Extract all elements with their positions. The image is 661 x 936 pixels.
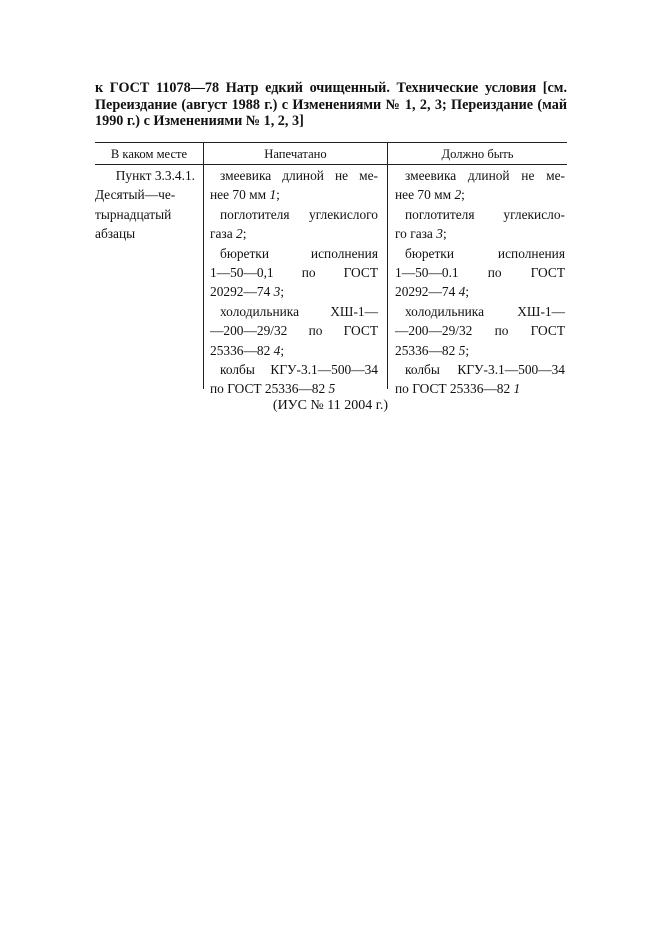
correct-line: 20292—74 4;	[395, 284, 470, 300]
printed-line: —200—29/32 по ГОСТ	[210, 323, 378, 339]
change-number: 3	[436, 226, 443, 242]
correct-line: 1—50—0.1 по ГОСТ	[395, 265, 565, 281]
printed-line: 1—50—0,1 по ГОСТ	[210, 265, 378, 281]
change-number: 5	[328, 381, 336, 397]
where-line: абзацы	[95, 226, 136, 242]
change-number: 4	[273, 342, 281, 358]
where-line: тырнадцатый	[95, 206, 172, 222]
correct-line: колбы КГУ-3.1—500—34	[405, 362, 565, 378]
correct-line	[395, 379, 565, 398]
printed-line: нее 70 мм 1;	[210, 187, 280, 203]
printed-line: 25336—82 4;	[210, 342, 285, 358]
correct-line: холодильника ХШ-1—	[405, 303, 565, 319]
correct-line: —200—29/32 по ГОСТ	[395, 323, 565, 339]
text: 20292—74	[395, 284, 456, 300]
printed-line: поглотителя углекислого	[220, 206, 378, 222]
where-cell	[95, 166, 197, 244]
column-divider	[203, 143, 204, 389]
correct-line: го газа 3;	[395, 226, 447, 242]
source-note: (ИУС № 11 2004 г.)	[272, 398, 389, 413]
text: 25336—82	[395, 342, 456, 358]
printed-line: бюретки исполнения	[220, 245, 378, 261]
correct-line: змеевика длиной не ме-	[405, 168, 565, 183]
amendment-table	[95, 142, 567, 397]
change-number: 4	[458, 284, 466, 300]
change-number: 1	[513, 381, 521, 397]
where-line: Десятый—че-	[95, 187, 176, 203]
correct-line: нее 70 мм 2;	[395, 187, 465, 203]
printed-line: газа 2;	[210, 226, 247, 242]
change-number: 2	[454, 187, 462, 203]
change-number: 1	[269, 187, 277, 203]
printed-cell	[210, 166, 378, 399]
document-title: к ГОСТ 11078—78 Натр едкий очищенный. Технические условия [см. Переиздание (август 1988 г.) с Изменениями № 1, 2, 3; Переиздание (май 1990 г.) с Изменениями № 1, 2, 3]	[95, 80, 567, 129]
text: газа	[210, 226, 233, 242]
header-printed: Напечатано	[264, 147, 327, 161]
change-number: 5	[458, 342, 466, 358]
printed-line: колбы КГУ-3.1—500—34	[220, 362, 378, 378]
text: по ГОСТ 25336—82	[210, 381, 326, 397]
printed-line: холодильника ХШ-1—	[220, 303, 378, 319]
text: по ГОСТ 25336—82	[395, 381, 511, 397]
header-correct: Должно быть	[441, 147, 514, 161]
text: 20292—74	[210, 284, 271, 300]
text: нее 70 мм	[210, 187, 267, 203]
printed-line: 20292—74 3;	[210, 284, 285, 300]
correct-line: поглотителя углекисло-	[405, 206, 565, 222]
change-number: 3	[273, 284, 281, 300]
printed-line	[210, 379, 378, 398]
text: нее 70 мм	[395, 187, 452, 203]
text: 25336—82	[210, 342, 271, 358]
correct-line: бюретки исполнения	[405, 245, 565, 261]
where-line: Пункт 3.3.4.1.	[115, 168, 195, 183]
correct-cell	[395, 166, 565, 399]
column-divider	[387, 143, 388, 389]
text: го газа	[395, 226, 433, 242]
correct-line: 25336—82 5;	[395, 342, 470, 358]
header-where: В каком месте	[110, 147, 188, 161]
header-divider	[95, 164, 567, 165]
printed-line: змеевика длиной не ме-	[220, 168, 378, 183]
change-number: 2	[236, 226, 243, 242]
